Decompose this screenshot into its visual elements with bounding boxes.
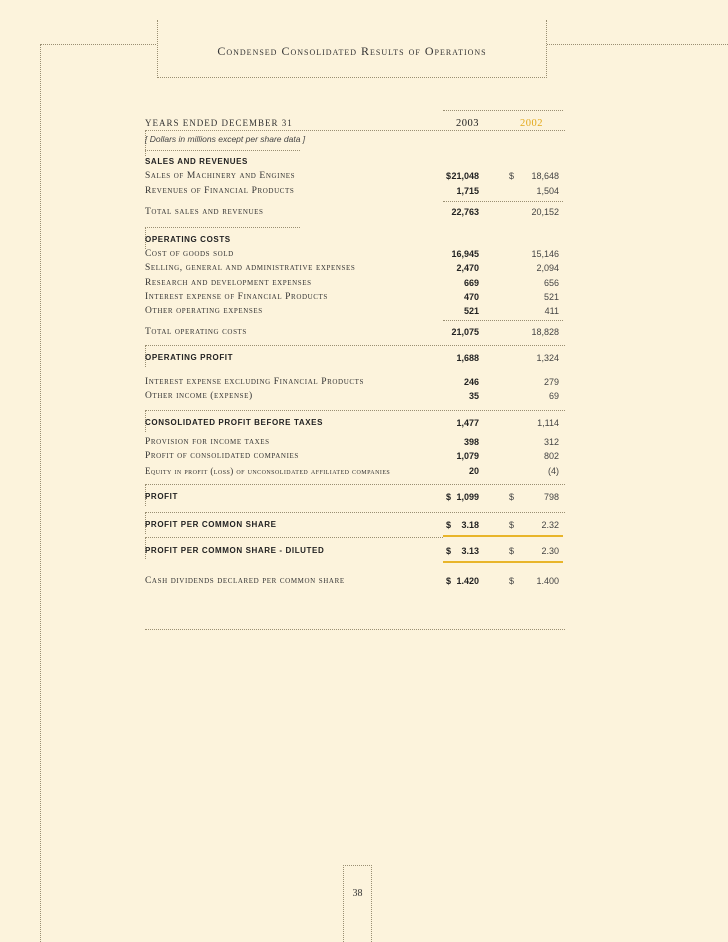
- profit-before-taxes-row: [145, 418, 565, 432]
- currency-symbol: $: [446, 171, 452, 181]
- row-label: Other income (expense): [145, 391, 253, 401]
- table-row: [145, 437, 565, 451]
- page-title: Condensed Consolidated Results of Operations: [217, 44, 487, 58]
- value-2002: (4): [548, 466, 559, 476]
- row-label: PROFIT PER COMMON SHARE: [145, 520, 277, 529]
- value-2003: 21,048: [451, 171, 479, 181]
- year-2003: 2003: [456, 118, 479, 129]
- row-label: Total operating costs: [145, 327, 247, 337]
- currency-symbol: $: [446, 546, 452, 556]
- value-2002: 798: [543, 492, 559, 502]
- row-label: Cash dividends declared per common share: [145, 576, 345, 586]
- divider: [145, 537, 443, 538]
- value-2002: 2,094: [536, 263, 559, 273]
- table-row: [145, 466, 565, 480]
- divider: [443, 110, 563, 111]
- row-label: PROFIT: [145, 492, 178, 501]
- value-2002: 1,324: [536, 353, 559, 363]
- dividends-row: [145, 576, 565, 590]
- value-2003: 1,715: [456, 186, 479, 196]
- divider: [443, 201, 563, 202]
- value-2002: 2.30: [541, 546, 559, 556]
- row-label: Provision for income taxes: [145, 437, 270, 447]
- value-2003: 35: [468, 391, 479, 401]
- table-row: [145, 451, 565, 465]
- divider: [145, 345, 565, 346]
- units-note-row: [145, 134, 565, 148]
- value-2002: 20,152: [531, 207, 559, 217]
- table-row: [145, 391, 565, 405]
- sales-heading: SALES AND REVENUES: [145, 157, 248, 166]
- row-label: Equity in profit (loss) of unconsolidated affiliated companies: [145, 466, 391, 476]
- page-number: 38: [352, 888, 363, 899]
- value-2002: 1.400: [536, 576, 559, 586]
- costs-heading: OPERATING COSTS: [145, 235, 231, 244]
- value-2002: 656: [543, 278, 559, 288]
- currency-symbol: $: [509, 171, 515, 181]
- value-2003: 2,470: [456, 263, 479, 273]
- table-row: [145, 186, 565, 200]
- row-label: Total sales and revenues: [145, 207, 264, 217]
- gold-underline: [443, 535, 563, 537]
- profit-per-share-diluted-row: [145, 546, 565, 560]
- currency-symbol: $: [509, 576, 515, 586]
- section-heading-row: [145, 157, 565, 171]
- divider: [145, 227, 300, 228]
- row-label: Interest expense excluding Financial Products: [145, 377, 365, 387]
- total-row: [145, 207, 565, 221]
- value-2003: 16,945: [451, 249, 479, 259]
- value-2002: 312: [543, 437, 559, 447]
- table-row: [145, 263, 565, 277]
- row-label: CONSOLIDATED PROFIT BEFORE TAXES: [145, 418, 324, 427]
- value-2003: 1.420: [456, 576, 479, 586]
- row-label: Revenues of Financial Products: [145, 186, 295, 196]
- currency-symbol: $: [509, 520, 515, 530]
- value-2002: 802: [543, 451, 559, 461]
- value-2002: 18,648: [531, 171, 559, 181]
- row-label: Interest expense of Financial Products: [145, 292, 328, 302]
- value-2002: 1,114: [537, 418, 559, 428]
- currency-symbol: $: [446, 520, 452, 530]
- value-2003: 22,763: [451, 207, 479, 217]
- years-header: YEARS ENDED DECEMBER 31: [145, 118, 293, 128]
- row-label: OPERATING PROFIT: [145, 353, 234, 362]
- divider: [443, 320, 563, 321]
- profit-per-share-row: [145, 520, 565, 534]
- currency-symbol: $: [446, 492, 452, 502]
- row-label: Research and development expenses: [145, 278, 312, 288]
- value-2003: 398: [463, 437, 479, 447]
- table-row: [145, 377, 565, 391]
- units-note: [ Dollars in millions except per share data ]: [145, 134, 306, 144]
- value-2003: 3.13: [461, 546, 479, 556]
- row-label: Sales of Machinery and Engines: [145, 171, 296, 181]
- value-2003: 21,075: [451, 327, 479, 337]
- title-box: [157, 20, 547, 78]
- table-row: [145, 278, 565, 292]
- value-2003: 521: [463, 306, 479, 316]
- value-2003: 20: [468, 466, 479, 476]
- section-heading-row: [145, 235, 565, 249]
- profit-row: [145, 492, 565, 506]
- divider: [145, 150, 300, 151]
- row-label: Profit of consolidated companies: [145, 451, 299, 461]
- operating-profit-row: [145, 353, 565, 367]
- currency-symbol: $: [446, 576, 452, 586]
- value-2003: 246: [463, 377, 479, 387]
- currency-symbol: $: [509, 546, 515, 556]
- total-row: [145, 327, 565, 341]
- divider: [145, 130, 565, 131]
- table-row: [145, 292, 565, 306]
- value-2002: 2.32: [541, 520, 559, 530]
- row-label: Cost of goods sold: [145, 249, 234, 259]
- gold-underline: [443, 561, 563, 563]
- value-2002: 411: [544, 306, 559, 316]
- divider: [145, 410, 565, 411]
- value-2003: 470: [463, 292, 479, 302]
- value-2003: 1,477: [456, 418, 479, 428]
- value-2003: 669: [463, 278, 479, 288]
- currency-symbol: $: [509, 492, 515, 502]
- row-label: Selling, general and administrative expenses: [145, 263, 356, 273]
- value-2003: 1,688: [456, 353, 479, 363]
- row-label: PROFIT PER COMMON SHARE - DILUTED: [145, 546, 325, 555]
- value-2002: 1,504: [536, 186, 559, 196]
- table-row: [145, 306, 565, 320]
- value-2002: 279: [543, 377, 559, 387]
- value-2002: 69: [548, 391, 559, 401]
- table-row: [145, 249, 565, 263]
- table-row: [145, 171, 565, 185]
- value-2002: 18,828: [531, 327, 559, 337]
- page-number-box: [343, 865, 372, 942]
- value-2003: 1,079: [456, 451, 479, 461]
- row-label: Other operating expenses: [145, 306, 263, 316]
- value-2002: 15,146: [531, 249, 559, 259]
- divider: [145, 629, 565, 630]
- divider: [145, 484, 565, 485]
- divider: [145, 512, 565, 513]
- year-2002: 2002: [520, 118, 543, 129]
- value-2003: 3.18: [461, 520, 479, 530]
- value-2003: 1,099: [456, 492, 479, 502]
- value-2002: 521: [543, 292, 559, 302]
